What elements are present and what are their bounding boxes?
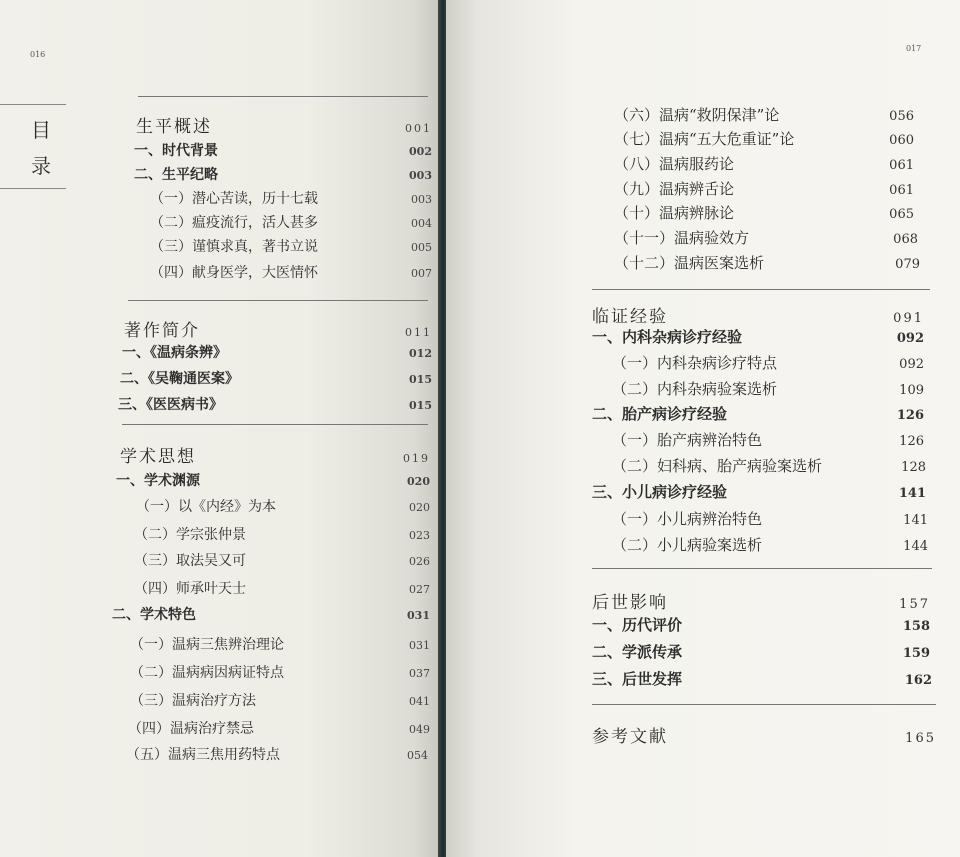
toc-entry[interactable]	[592, 481, 926, 502]
toc-section[interactable]	[120, 442, 430, 467]
entry-label: （九）温病辨舌论	[614, 180, 735, 198]
page-number: 031	[407, 609, 430, 622]
toc-entry[interactable]	[112, 604, 430, 624]
toc-entry[interactable]	[614, 153, 914, 174]
page-number: 020	[409, 501, 430, 514]
toc-section[interactable]	[592, 302, 924, 327]
toc-section[interactable]	[592, 588, 930, 613]
page-number: 049	[409, 723, 430, 736]
toc-entry[interactable]	[612, 429, 924, 450]
entry-label: （二）温病病因病证特点	[130, 665, 284, 681]
toc-entry[interactable]	[150, 212, 432, 232]
entry-label: （三）谨慎求真，著书立说	[150, 239, 318, 255]
page-number: 126	[896, 408, 924, 423]
page-number: 109	[899, 383, 924, 398]
toc-entry[interactable]	[120, 368, 432, 388]
entry-label: （二）内科杂病验案选析	[612, 380, 778, 398]
page-number: 037	[409, 667, 430, 680]
toc-entry[interactable]	[150, 236, 432, 256]
page-number: 091	[893, 311, 924, 326]
page-number: 144	[903, 539, 928, 554]
page-number: 065	[889, 207, 914, 222]
title-top-rule	[0, 104, 66, 105]
page-number: 007	[411, 267, 432, 280]
entry-label: （二）学宗张仲景	[134, 527, 246, 543]
section-title: 后世影响	[592, 593, 668, 613]
toc-entry[interactable]	[134, 140, 432, 160]
entry-label: （一）以《内经》为本	[136, 499, 276, 515]
toc-entry[interactable]	[612, 352, 924, 373]
page-number: 054	[407, 749, 428, 762]
toc-entry[interactable]	[134, 164, 432, 184]
entry-label: （二）瘟疫流行，活人甚多	[150, 215, 318, 231]
entry-label: （一）温病三焦辨治理论	[130, 637, 284, 653]
toc-entry[interactable]	[592, 641, 930, 662]
section-rule	[592, 704, 936, 705]
page-number: 128	[901, 460, 926, 475]
section-rule	[592, 289, 930, 290]
page-number: 162	[904, 673, 932, 688]
left-page	[0, 0, 440, 857]
page-number: 012	[409, 347, 432, 360]
page-number: 159	[902, 646, 930, 661]
toc-entry[interactable]	[150, 262, 432, 282]
toc-entry[interactable]	[592, 668, 932, 689]
right-folio: 017	[906, 44, 922, 53]
toc-entry[interactable]	[614, 202, 914, 223]
page-number: 005	[411, 241, 432, 254]
section-title: 临证经验	[592, 307, 668, 327]
toc-entry[interactable]	[612, 378, 924, 399]
page-number: 003	[409, 169, 432, 182]
page-number: 061	[889, 183, 914, 198]
entry-label: （三）取法吴又可	[134, 553, 246, 569]
toc-entry[interactable]	[128, 718, 430, 738]
section-title: 生平概述	[136, 117, 212, 137]
toc-entry[interactable]	[614, 178, 914, 199]
title-char-lu: 录	[31, 154, 51, 178]
toc-entry[interactable]	[134, 524, 430, 544]
entry-label: （七）温病“五大危重证”论	[614, 130, 795, 148]
toc-entry[interactable]	[614, 128, 914, 149]
page-number: 026	[409, 555, 430, 568]
right-page	[446, 0, 960, 857]
entry-label: 一、历代评价	[592, 616, 683, 634]
toc-entry[interactable]	[614, 104, 914, 125]
page-number: 041	[409, 695, 430, 708]
toc-entry[interactable]	[116, 470, 430, 490]
toc-entry[interactable]	[130, 662, 430, 682]
page-number: 079	[895, 257, 920, 272]
entry-label: （二）小儿病验案选析	[612, 536, 763, 554]
page-number: 165	[905, 731, 936, 746]
entry-label: （一）小儿病辨治特色	[612, 510, 763, 528]
page-number: 126	[899, 434, 924, 449]
page-number: 004	[411, 217, 432, 230]
toc-entry[interactable]	[122, 342, 432, 362]
page-number: 068	[893, 232, 918, 247]
entry-label: 一、学术渊源	[116, 473, 200, 489]
title-bottom-rule	[0, 188, 66, 189]
entry-label: 二、学派传承	[592, 643, 683, 661]
toc-entry[interactable]	[126, 744, 428, 764]
page-number: 011	[405, 326, 432, 339]
entry-label: 三、后世发挥	[592, 670, 683, 688]
page-number: 060	[889, 133, 914, 148]
section-title: 学术思想	[120, 447, 196, 467]
toc-entry[interactable]	[592, 403, 924, 424]
toc-entry[interactable]	[134, 578, 430, 598]
toc-entry[interactable]	[130, 690, 430, 710]
toc-vertical-title	[30, 112, 52, 184]
section-rule	[122, 424, 428, 425]
entry-label: （二）妇科病、胎产病验案选析	[612, 457, 823, 475]
entry-label: （一）潜心苦读，历十七载	[150, 191, 318, 207]
toc-entry[interactable]	[612, 534, 928, 555]
page-number: 015	[409, 373, 432, 386]
toc-entry[interactable]	[118, 394, 432, 414]
entry-label: （四）师承叶天士	[134, 581, 246, 597]
page-number: 158	[902, 619, 930, 634]
page-number: 023	[409, 529, 430, 542]
page-number: 141	[898, 486, 926, 501]
toc-section[interactable]	[124, 316, 432, 341]
entry-label: 二、生平纪略	[134, 167, 218, 183]
entry-label: （一）胎产病辨治特色	[612, 431, 763, 449]
section-title: 著作简介	[124, 321, 200, 341]
entry-label: 一、时代背景	[134, 143, 218, 159]
page-number: 002	[409, 145, 432, 158]
entry-label: （六）温病“救阴保津”论	[614, 106, 780, 124]
entry-label: （一）内科杂病诊疗特点	[612, 354, 778, 372]
page-number: 027	[409, 583, 430, 596]
toc-entry[interactable]	[614, 227, 918, 248]
entry-label: （四）温病治疗禁忌	[128, 721, 254, 737]
entry-label: 三、小儿病诊疗经验	[592, 483, 728, 501]
entry-label: 三、《医医病书》	[118, 397, 223, 413]
title-char-mu: 目	[31, 118, 51, 142]
entry-label: （五）温病三焦用药特点	[126, 747, 280, 763]
entry-label: （四）献身医学，大医情怀	[150, 265, 318, 281]
entry-label: 二、《吴鞠通医案》	[120, 371, 239, 387]
toc-entry[interactable]	[614, 252, 920, 273]
page-number: 031	[409, 639, 430, 652]
page-number: 141	[903, 513, 928, 528]
entry-label: 二、学术特色	[112, 607, 196, 623]
entry-label: （三）温病治疗方法	[130, 693, 256, 709]
entry-label: 二、胎产病诊疗经验	[592, 405, 728, 423]
section-title: 参考文献	[592, 727, 668, 747]
entry-label: （十）温病辨脉论	[614, 204, 735, 222]
toc-entry[interactable]	[130, 634, 430, 654]
section-rule	[592, 568, 932, 569]
toc-entry[interactable]	[592, 614, 930, 635]
toc-section[interactable]	[136, 112, 432, 137]
entry-label: （十二）温病医案选析	[614, 254, 765, 272]
entry-label: 一、内科杂病诊疗经验	[592, 328, 743, 346]
toc-entry[interactable]	[612, 455, 926, 476]
toc-entry[interactable]	[150, 188, 432, 208]
page-number: 019	[403, 452, 430, 465]
section-rule	[128, 300, 428, 301]
page-number: 157	[899, 597, 930, 612]
page-number: 003	[411, 193, 432, 206]
left-folio: 016	[30, 50, 46, 59]
toc-entry[interactable]	[136, 496, 430, 516]
toc-entry[interactable]	[134, 550, 430, 570]
page-number: 015	[409, 399, 432, 412]
page-number: 020	[407, 475, 430, 488]
toc-section[interactable]	[592, 722, 936, 747]
section-rule	[138, 96, 428, 97]
page-number: 092	[896, 331, 924, 346]
toc-entry[interactable]	[612, 508, 928, 529]
page-number: 056	[889, 109, 914, 124]
entry-label: （十一）温病验效方	[614, 229, 750, 247]
toc-entry[interactable]	[592, 326, 924, 347]
page-number: 061	[889, 158, 914, 173]
page-number: 001	[405, 122, 432, 135]
entry-label: 一、《温病条辨》	[122, 345, 227, 361]
entry-label: （八）温病服药论	[614, 155, 735, 173]
page-number: 092	[899, 357, 924, 372]
